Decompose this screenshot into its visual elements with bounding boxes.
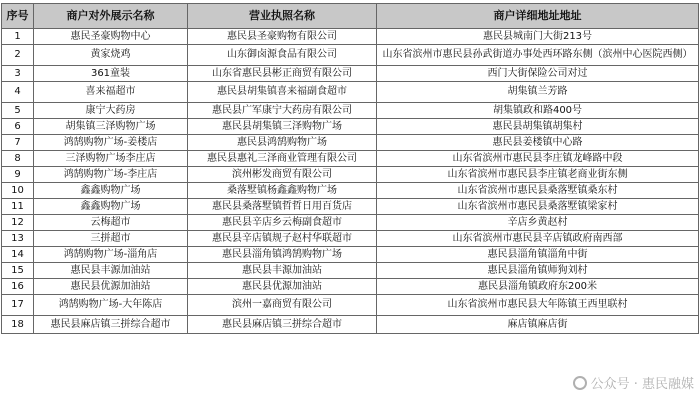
table-row	[2, 45, 699, 66]
cell-display-name: 鸿鹄购物广场-姜楼店	[34, 135, 188, 151]
table-row	[2, 66, 699, 82]
cell-display-name: 361童装	[34, 66, 188, 82]
cell-license-name: 惠民县圣豪购物有限公司	[188, 29, 377, 45]
cell-license-name: 惠民县麻店镇三拼综合超市	[188, 316, 377, 334]
cell-index: 11	[2, 199, 34, 215]
cell-display-name: 三拼超市	[34, 231, 188, 247]
cell-index: 13	[2, 231, 34, 247]
cell-address: 山东省滨州市惠民县孙武街道办事处西环路东侧（滨州中心医院西侧）	[377, 45, 699, 66]
cell-license-name: 滨州一嘉商贸有限公司	[188, 295, 377, 316]
cell-license-name: 山东御卤源食品有限公司	[188, 45, 377, 66]
table-row	[2, 151, 699, 167]
cell-index: 5	[2, 103, 34, 119]
watermark-text: 公众号 · 惠民融媒	[590, 377, 694, 392]
cell-address: 惠民县淄角镇政府东200米	[377, 279, 699, 295]
header-license-name: 营业执照名称	[188, 4, 377, 29]
cell-address: 山东省滨州市惠民县桑落墅镇梁家村	[377, 199, 699, 215]
table-row	[2, 263, 699, 279]
table-row	[2, 119, 699, 135]
cell-license-name: 惠民县胡集镇三泽购物广场	[188, 119, 377, 135]
cell-license-name: 惠民县优源加油站	[188, 279, 377, 295]
cell-license-name: 惠民县惠礼三泽商业管理有限公司	[188, 151, 377, 167]
cell-display-name: 康宁大药房	[34, 103, 188, 119]
cell-display-name: 胡集镇三泽购物广场	[34, 119, 188, 135]
header-index: 序号	[2, 4, 34, 29]
cell-address: 辛店乡黄赵村	[377, 215, 699, 231]
table-row	[2, 199, 699, 215]
table-row	[2, 247, 699, 263]
header-row	[2, 4, 699, 29]
cell-address: 西门大街保险公司对过	[377, 66, 699, 82]
cell-address: 惠民县胡集镇胡集村	[377, 119, 699, 135]
cell-address: 山东省滨州市惠民县李庄镇龙峰路中段	[377, 151, 699, 167]
cell-index: 6	[2, 119, 34, 135]
cell-address: 山东省滨州市惠民县辛店镇政府南西部	[377, 231, 699, 247]
cell-address: 胡集镇兰芳路	[377, 82, 699, 103]
merchant-table	[1, 3, 699, 334]
table-row	[2, 29, 699, 45]
cell-license-name: 惠民县鸿鹄购物广场	[188, 135, 377, 151]
cell-address: 惠民县淄角镇师狗刘村	[377, 263, 699, 279]
watermark	[573, 373, 694, 392]
table-row	[2, 135, 699, 151]
table-row	[2, 316, 699, 334]
cell-index: 1	[2, 29, 34, 45]
cell-index: 15	[2, 263, 34, 279]
cell-display-name: 鸿鹄购物广场-淄角店	[34, 247, 188, 263]
cell-index: 10	[2, 183, 34, 199]
cell-index: 16	[2, 279, 34, 295]
cell-license-name: 山东省惠民县彬正商贸有限公司	[188, 66, 377, 82]
cell-address: 惠民县姜楼镇中心路	[377, 135, 699, 151]
cell-index: 8	[2, 151, 34, 167]
cell-display-name: 惠民县丰源加油站	[34, 263, 188, 279]
table-row	[2, 167, 699, 183]
header-address: 商户详细地址地址	[377, 4, 699, 29]
cell-license-name: 惠民县广军康宁大药房有限公司	[188, 103, 377, 119]
cell-display-name: 鑫鑫购物广场	[34, 183, 188, 199]
cell-license-name: 惠民县丰源加油站	[188, 263, 377, 279]
cell-display-name: 惠民圣豪购物中心	[34, 29, 188, 45]
cell-license-name: 惠民县辛店乡云梅副食超市	[188, 215, 377, 231]
cell-display-name: 惠民县优源加油站	[34, 279, 188, 295]
header-display-name: 商户对外展示名称	[34, 4, 188, 29]
cell-index: 17	[2, 295, 34, 316]
table-row	[2, 295, 699, 316]
cell-address: 山东省滨州市惠民县李庄镇老商业街东侧	[377, 167, 699, 183]
cell-address: 山东省滨州市惠民县桑落墅镇桑东村	[377, 183, 699, 199]
wechat-icon	[573, 376, 587, 390]
table-row	[2, 82, 699, 103]
cell-index: 4	[2, 82, 34, 103]
cell-display-name: 鑫鑫购物广场	[34, 199, 188, 215]
cell-license-name: 惠民县桑落墅镇哲哲日用百货店	[188, 199, 377, 215]
cell-address: 麻店镇麻店街	[377, 316, 699, 334]
cell-license-name: 滨州彬发商贸有限公司	[188, 167, 377, 183]
table-row	[2, 215, 699, 231]
cell-address: 惠民县淄角镇淄角中街	[377, 247, 699, 263]
cell-display-name: 云梅超市	[34, 215, 188, 231]
cell-display-name: 鸿鹄购物广场-李庄店	[34, 167, 188, 183]
cell-license-name: 惠民县胡集镇喜来福副食超市	[188, 82, 377, 103]
cell-index: 2	[2, 45, 34, 66]
cell-index: 9	[2, 167, 34, 183]
cell-address: 胡集镇政和路400号	[377, 103, 699, 119]
cell-address: 惠民县城南门大街213号	[377, 29, 699, 45]
table-row	[2, 103, 699, 119]
table-row	[2, 279, 699, 295]
cell-license-name: 惠民县辛店镇规子赵村华联超市	[188, 231, 377, 247]
cell-display-name: 黄家烧鸡	[34, 45, 188, 66]
cell-index: 18	[2, 316, 34, 334]
table-row	[2, 231, 699, 247]
cell-display-name: 惠民县麻店镇三拼综合超市	[34, 316, 188, 334]
cell-license-name: 桑落墅镇杨鑫鑫购物广场	[188, 183, 377, 199]
cell-index: 14	[2, 247, 34, 263]
cell-index: 3	[2, 66, 34, 82]
cell-index: 12	[2, 215, 34, 231]
cell-license-name: 惠民县淄角镇鸿鹄购物广场	[188, 247, 377, 263]
cell-display-name: 喜来福超市	[34, 82, 188, 103]
cell-display-name: 鸿鹄购物广场-大年陈店	[34, 295, 188, 316]
table-row	[2, 183, 699, 199]
cell-address: 山东省滨州市惠民县大年陈镇王西里联村	[377, 295, 699, 316]
cell-display-name: 三泽购物广场李庄店	[34, 151, 188, 167]
cell-index: 7	[2, 135, 34, 151]
